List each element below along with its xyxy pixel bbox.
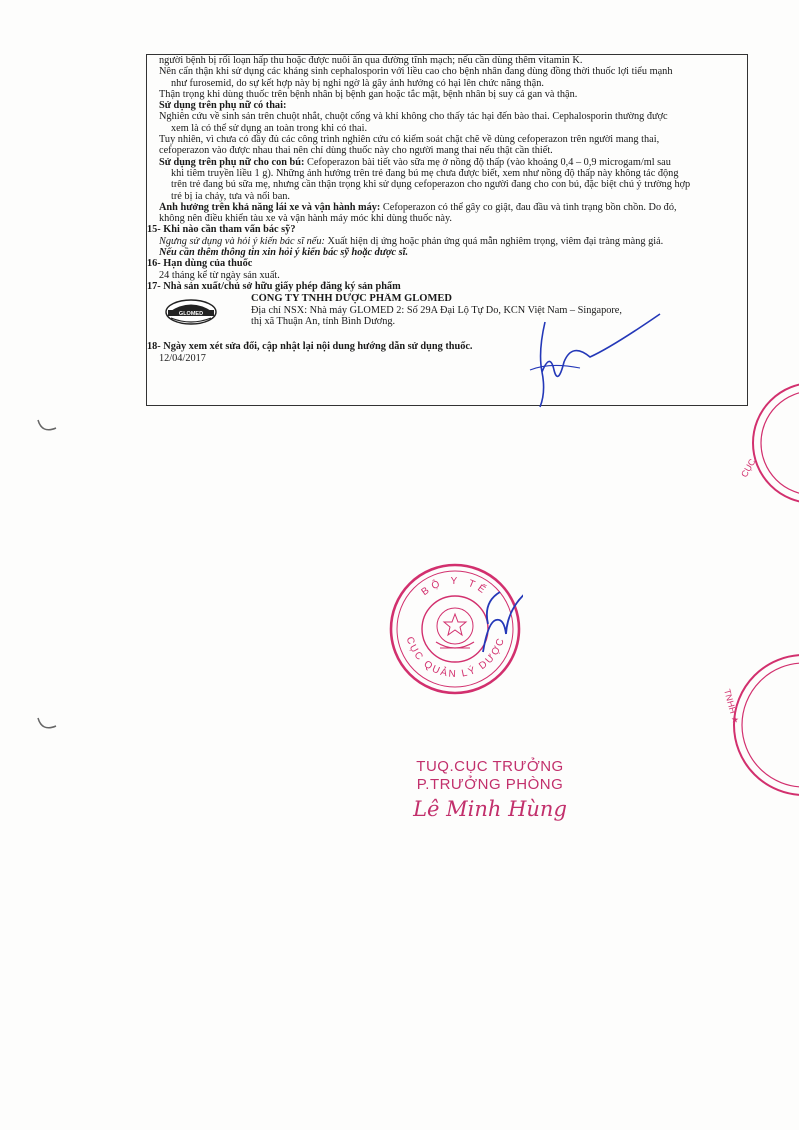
text-line: Tuy nhiên, vì chưa có đầy đủ các công trình nghiên cứu có kiểm soát chặt chẽ về dùng cefoperazon trên người mang thai, xyxy=(159,134,660,146)
lactation-paragraph xyxy=(159,157,739,168)
text-line: không nên điều khiển tàu xe và vận hành máy móc khi dùng thuốc này. xyxy=(159,213,453,225)
text-line: Nghiên cứu về sinh sản trên chuột nhắt, chuột cống và khỉ không cho thấy tác hại đến bào thai. Cephalosporin thường được xyxy=(159,111,668,123)
pregnancy-heading: Sử dụng trên phụ nữ có thai: xyxy=(159,100,287,112)
svg-text:GLOMED: GLOMED xyxy=(178,311,204,318)
text-line: người bệnh bị rối loạn hấp thu hoặc được nuôi ăn qua đường tĩnh mạch; nếu cần dùng thêm vitamin K. xyxy=(159,55,583,66)
official-stamp xyxy=(388,562,523,697)
section-16-text: 24 tháng kể từ ngày sản xuất. xyxy=(159,269,280,281)
approval-signature-block xyxy=(380,758,600,822)
partial-stamp-top-right xyxy=(718,378,799,508)
section-16-heading: 16- Hạn dùng của thuốc xyxy=(147,258,253,270)
text-line: xem là có thể sử dụng an toàn trong khi có thai. xyxy=(171,122,368,134)
punch-hole-mark xyxy=(36,716,60,734)
signatory-name: Lê Minh Hùng xyxy=(413,797,567,821)
company-address-line: Địa chỉ NSX: Nhà máy GLOMED 2: Số 29A Đại Lộ Tự Do, KCN Việt Nam – Singapore, xyxy=(251,304,622,316)
lactation-heading: Sử dụng trên phụ nữ cho con bú: xyxy=(159,156,305,168)
section-15-body: Xuất hiện dị ứng hoặc phản ứng quá mẫn nghiêm trọng, viêm đại tràng màng giả. xyxy=(324,235,664,247)
signatory-title-line: P.TRƯỞNG PHÒNG xyxy=(416,776,564,793)
text-line: cefoperazon vào được nhau thai nên chỉ dùng thuốc này cho người mang thai nếu thật cần thiết. xyxy=(159,145,553,157)
company-address-line: thị xã Thuận An, tỉnh Bình Dương. xyxy=(251,315,396,327)
section-15-heading: 15- Khi nào cần tham vấn bác sỹ? xyxy=(147,224,296,236)
company-name: CÔNG TY TNHH DƯỢC PHẨM GLOMED xyxy=(251,293,452,305)
section-17-heading: 17- Nhà sản xuất/chủ sở hữu giấy phép đăng ký sản phẩm xyxy=(147,280,401,292)
text-line: Thận trọng khi dùng thuốc trên bệnh nhân bị bệnh gan hoặc tắc mật, bệnh nhân bị suy cả gan và thận. xyxy=(159,88,578,100)
section-15-italic: Ngưng sử dụng và hỏi ý kiến bác sĩ nếu: xyxy=(159,235,325,247)
signatory-title-line: TUQ.CỤC TRƯỞNG xyxy=(416,758,564,775)
svg-text:CỤC: CỤC xyxy=(739,457,758,479)
text-line: Nên cẩn thận khi sử dụng các kháng sinh cephalosporin với liều cao cho bệnh nhân đang dùng đồng thời thuốc lợi tiểu mạnh xyxy=(159,66,673,78)
text-line: khi tiêm truyền liều 1 g). Những ảnh hưởng trên trẻ đang bú mẹ chưa được biết, xem như nồng độ thấp này không tác động xyxy=(171,167,679,179)
punch-hole-mark xyxy=(36,418,60,436)
lactation-text: Cefoperazon bài tiết vào sữa mẹ ở nồng độ thấp (vào khoảng 0,4 – 0,9 microgam/ml sau xyxy=(304,156,671,168)
driving-paragraph xyxy=(159,202,739,213)
text-line: như furosemid, do sự kết hợp này bị nghi ngờ là gây ảnh hưởng có hại lên chức năng thận. xyxy=(171,77,544,89)
svg-text:BỘ Y TẾ: BỘ Y TẾ xyxy=(419,575,491,599)
section-18-heading: 18- Ngày xem xét sửa đổi, cập nhật lại nội dung hướng dẫn sử dụng thuốc. xyxy=(147,341,473,353)
text-line: trẻ bị ỉa chảy, tưa và nổi ban. xyxy=(171,190,290,202)
section-15-note: Nếu cần thêm thông tin xin hỏi ý kiến bác sỹ hoặc dược sĩ. xyxy=(159,247,409,259)
partial-stamp-bottom-right xyxy=(684,650,799,800)
svg-text:TNHH ★: TNHH ★ xyxy=(722,687,741,725)
driving-heading: Ảnh hưởng trên khả năng lái xe và vận hành máy: xyxy=(159,201,381,213)
svg-text:CỤC QUẢN LÝ DƯỢC: CỤC QUẢN LÝ DƯỢC xyxy=(403,635,508,681)
text-line: trên trẻ đang bú sữa mẹ, nhưng cần thận trọng khi sử dụng cefoperazon cho người đang cho con bú, đặc biệt chú ý trường hợp xyxy=(171,179,691,191)
section-15-text xyxy=(159,236,739,247)
glomed-logo-icon xyxy=(165,299,217,325)
manufacturer-signature xyxy=(520,312,670,412)
glomed-logo xyxy=(165,299,217,325)
driving-text: Cefoperazon có thể gây co giật, đau đầu và tình trạng bồn chồn. Do đó, xyxy=(380,201,677,213)
section-18-date: 12/04/2017 xyxy=(159,352,206,364)
